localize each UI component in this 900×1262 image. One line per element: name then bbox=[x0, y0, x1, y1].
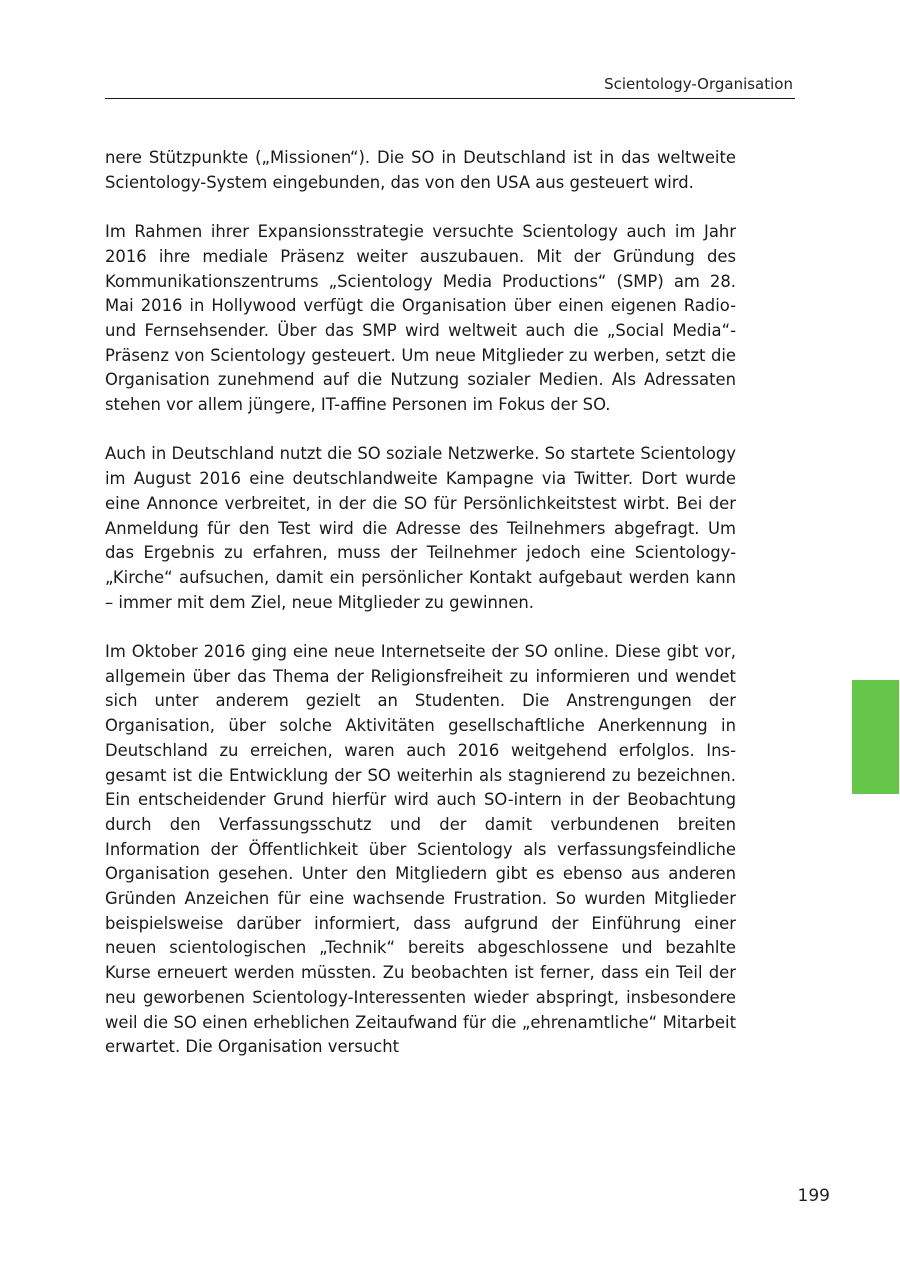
page-number: 199 bbox=[797, 1186, 830, 1206]
paragraph-4: Im Oktober 2016 ging eine neue Internetseite der SO online. Diese gibt vor, allgemein über das Thema der Religionsfreiheit zu informieren und wendet sich unter anderem gezielt an Studenten. Die Anstrengungen der Organisation, über solche Aktivitäten gesellschaftliche Anerkennung in Deutschland zu erreichen, waren auch 2016 weitgehend erfolglos. Insgesamt ist die Entwicklung der SO weiterhin als stagnierend zu bezeichnen. Ein entscheidender Grund hierfür wird auch SO-intern in der Beobachtung durch den Verfassungsschutz und der damit verbundenen breiten Information der Öffentlichkeit über Scientology als verfassungsfeindliche Organisation gesehen. Unter den Mitgliedern gibt es ebenso aus anderen Gründen Anzeichen für eine wachsende Frustration. So wurden Mitglieder beispielsweise darüber informiert, dass aufgrund der Einführung einer neuen scientologischen „Technik“ bereits abgeschlossene und bezahlte Kurse erneuert werden müssten. Zu beobachten ist ferner, dass ein Teil der neu geworbenen Scientology-Interessenten wieder abspringt, insbesondere weil die SO einen erheblichen Zeitaufwand für die „ehrenamtliche“ Mitarbeit erwartet. Die Organisation versucht bbox=[105, 642, 736, 1057]
paragraph-2: Im Rahmen ihrer Expansionsstrategie versuchte Scientology auch im Jahr 2016 ihre mediale Präsenz weiter auszubauen. Mit der Gründung des Kommunikationszentrums „Scientology Media Productions“ (SMP) am 28. Mai 2016 in Hollywood verfügt die Organisation über einen eigenen Radio- und Fernsehsender. Über das SMP wird weltweit auch die „Social Media“-Präsenz von Scientology gesteuert. Um neue Mitglieder zu werben, setzt die Organisation zunehmend auf die Nutzung sozialer Medien. Als Adressaten stehen vor allem jüngere, IT-affine Personen im Fokus der SO. bbox=[105, 222, 736, 415]
body-text bbox=[105, 146, 736, 1060]
running-header bbox=[105, 73, 795, 99]
paragraph-1: nere Stützpunkte („Missionen“). Die SO in Deutschland ist in das weltweite Scientology-System eingebunden, das von den USA aus gesteuert wird. bbox=[105, 148, 736, 192]
paragraph-3: Auch in Deutschland nutzt die SO soziale Netzwerke. So startete Scientology im August 2016 eine deutschlandweite Kampagne via Twitter. Dort wurde eine Annonce verbreitet, in der die SO für Persönlichkeitstest wirbt. Bei der Anmeldung für den Test wird die Adresse des Teilnehmers abgefragt. Um das Ergebnis zu erfahren, muss der Teilnehmer jedoch eine Scientology-„Kirche“ aufsuchen, damit ein persönlicher Kontakt aufgebaut werden kann – immer mit dem Ziel, neue Mitglieder zu gewinnen. bbox=[105, 444, 736, 612]
running-header-title: Scientology-Organisation bbox=[604, 75, 793, 93]
chapter-tab-marker bbox=[852, 680, 899, 794]
